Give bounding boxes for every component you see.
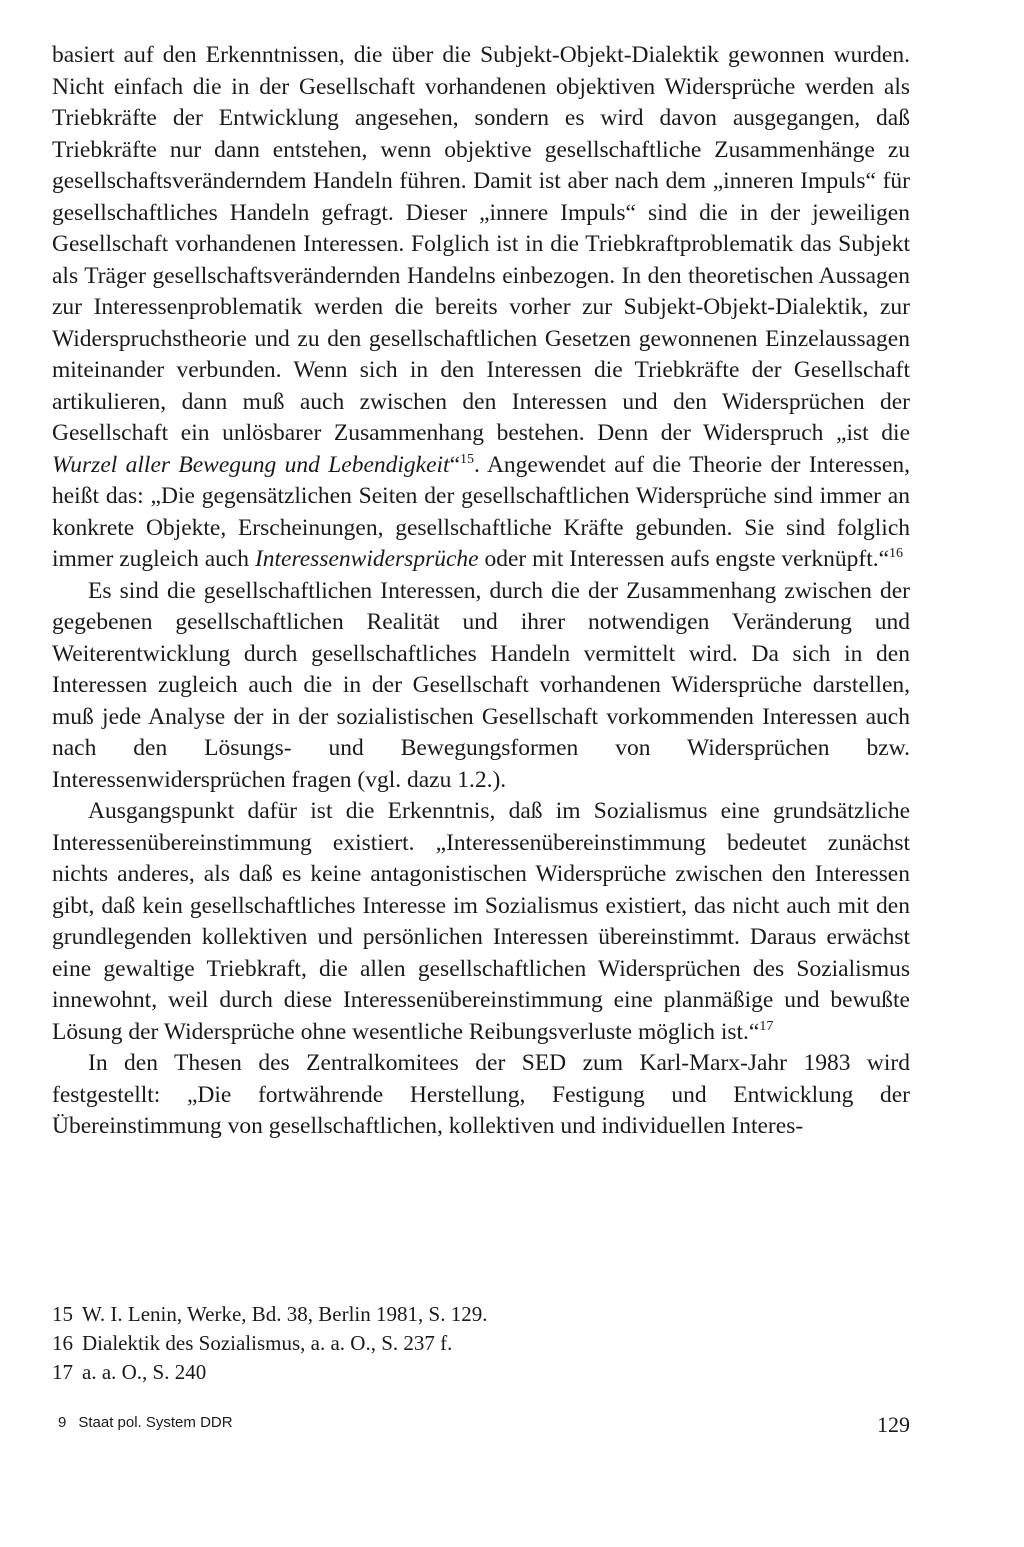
- paragraph-3: [52, 796, 910, 1048]
- footnote-text: a. a. O., S. 240: [82, 1360, 207, 1384]
- footnote-15: [52, 1300, 910, 1329]
- signature-text: Staat pol. System DDR: [78, 1414, 233, 1431]
- footnote-number: 17: [52, 1360, 73, 1384]
- paragraph-1-text-a: basiert auf den Erkenntnissen, die über die Subjekt-Objekt-Dialektik gewonnen wurden. Nicht einfach die in der Gesellschaft vorhandenen objektiven Widersprüche werden als Triebkräfte der Entwicklung angesehen, sondern es wird davon ausgegangen, daß Triebkräfte nur dann entstehen, wenn objektive gesellschaftliche Zusammenhänge zu gesellschaftsveränderndem Handeln führen. Damit ist aber nach dem „inneren Impuls“ für gesellschaftliches Handeln gefragt. Dieser „innere Impuls“ sind die in der jeweiligen Gesellschaft vorhandenen Interessen. Folglich ist in die Triebkraftproblematik das Subjekt als Träger gesellschaftsverändernden Handelns einbezogen. In den theoretischen Aussagen zur Interessenproblematik werden die bereits vorher zur Subjekt-Objekt-Dialektik, zur Widerspruchstheorie und zu den gesellschaftlichen Gesetzen gewonnenen Einzelaussagen miteinander verbunden. Wenn sich in den Interessen die Triebkräfte der Gesellschaft artikulieren, dann muß auch zwischen den Interessen und den Widersprüchen der Gesellschaft ein unlösbarer Zusammenhang bestehen. Denn der Widerspruch „ist die: [52, 42, 910, 446]
- paragraph-1-text-b: . Angewendet auf die Theorie der Interessen, heißt das: „Die gegensätzlichen Seiten der gesellschaftlichen Widersprüche sind immer an konkrete Objekte, Erscheinungen, gesellschaftliche Kräfte gebunden. Sie sind folglich immer zugleich auch: [52, 451, 910, 572]
- paragraph-4: In den Thesen des Zentralkomitees der SED zum Karl-Marx-Jahr 1983 wird festgestellt: „Die fortwährende Herstellung, Festigung und Entwicklung der Übereinstimmung von gesellschaftlichen, kollektiven und individuellen Interes-: [52, 1050, 910, 1139]
- footnote-text: W. I. Lenin, Werke, Bd. 38, Berlin 1981, S. 129.: [82, 1302, 488, 1326]
- footnote-text: Dialektik des Sozialismus, a. a. O., S. 237 f.: [82, 1331, 453, 1355]
- footnote-ref-15[interactable]: 15: [460, 451, 475, 467]
- footnote-ref-16[interactable]: 16: [889, 546, 904, 562]
- page-footer: [52, 1412, 910, 1438]
- paragraph-2: Es sind die gesellschaftlichen Interessen, durch die der Zusammenhang zwischen der gegebenen gesellschaftlichen Realität und ihrer notwendigen Veränderung und Weiterentwicklung durch gesellschaftliches Handeln vermittelt wird. Da sich in den Interessen zugleich auch die in der Gesellschaft vorhandenen Widersprüche darstellen, muß jede Analyse der in der sozialistischen Gesellschaft vorkommenden Interessen auch nach den Lösungs- und Bewegungsformen von Widersprüchen bzw. Interessenwidersprüchen fragen (vgl. dazu 1.2.).: [52, 577, 910, 793]
- paragraph-1: [52, 40, 910, 576]
- quote-emphasis-wurzel: Wurzel aller Bewegung und Lebendigkeit: [52, 451, 450, 478]
- footnote-17: [52, 1358, 910, 1387]
- paragraph-1-quote-close: “: [449, 451, 461, 478]
- footnote-16: [52, 1329, 910, 1358]
- footnotes: [52, 1300, 910, 1387]
- footnote-ref-17[interactable]: 17: [759, 1018, 774, 1034]
- paragraph-3-text: Ausgangspunkt dafür ist die Erkenntnis, daß im Sozialismus eine grundsätzliche Interessenübereinstimmung existiert. „Interessenübereinstimmung bedeutet zunächst nichts anderes, als daß es keine antagonistischen Widersprüche zwischen den Interessen gibt, daß kein gesellschaftliches Interesse im Sozialismus existiert, das nicht auch mit den grundlegenden kollektiven und persönlichen Interessen übereinstimmt. Daraus erwächst eine gewaltige Triebkraft, die allen gesellschaftlichen Widersprüchen des Sozialismus innewohnt, weil durch diese Interessenübereinstimmung eine planmäßige und bewußte Lösung der Widersprüche ohne wesentliche Reibungsverluste möglich ist.“: [52, 798, 910, 1045]
- footnote-number: 15: [52, 1302, 73, 1326]
- signature-mark: [58, 1414, 233, 1431]
- emphasis-interessenwidersprueche: Interessenwidersprüche: [254, 546, 479, 572]
- footnote-number: 16: [52, 1331, 73, 1355]
- page-body: [52, 40, 910, 1143]
- page-number: 129: [877, 1412, 910, 1437]
- signature-number: 9: [58, 1414, 67, 1431]
- paragraph-1-text-c: oder mit Interessen aufs engste verknüpft.“: [478, 546, 890, 572]
